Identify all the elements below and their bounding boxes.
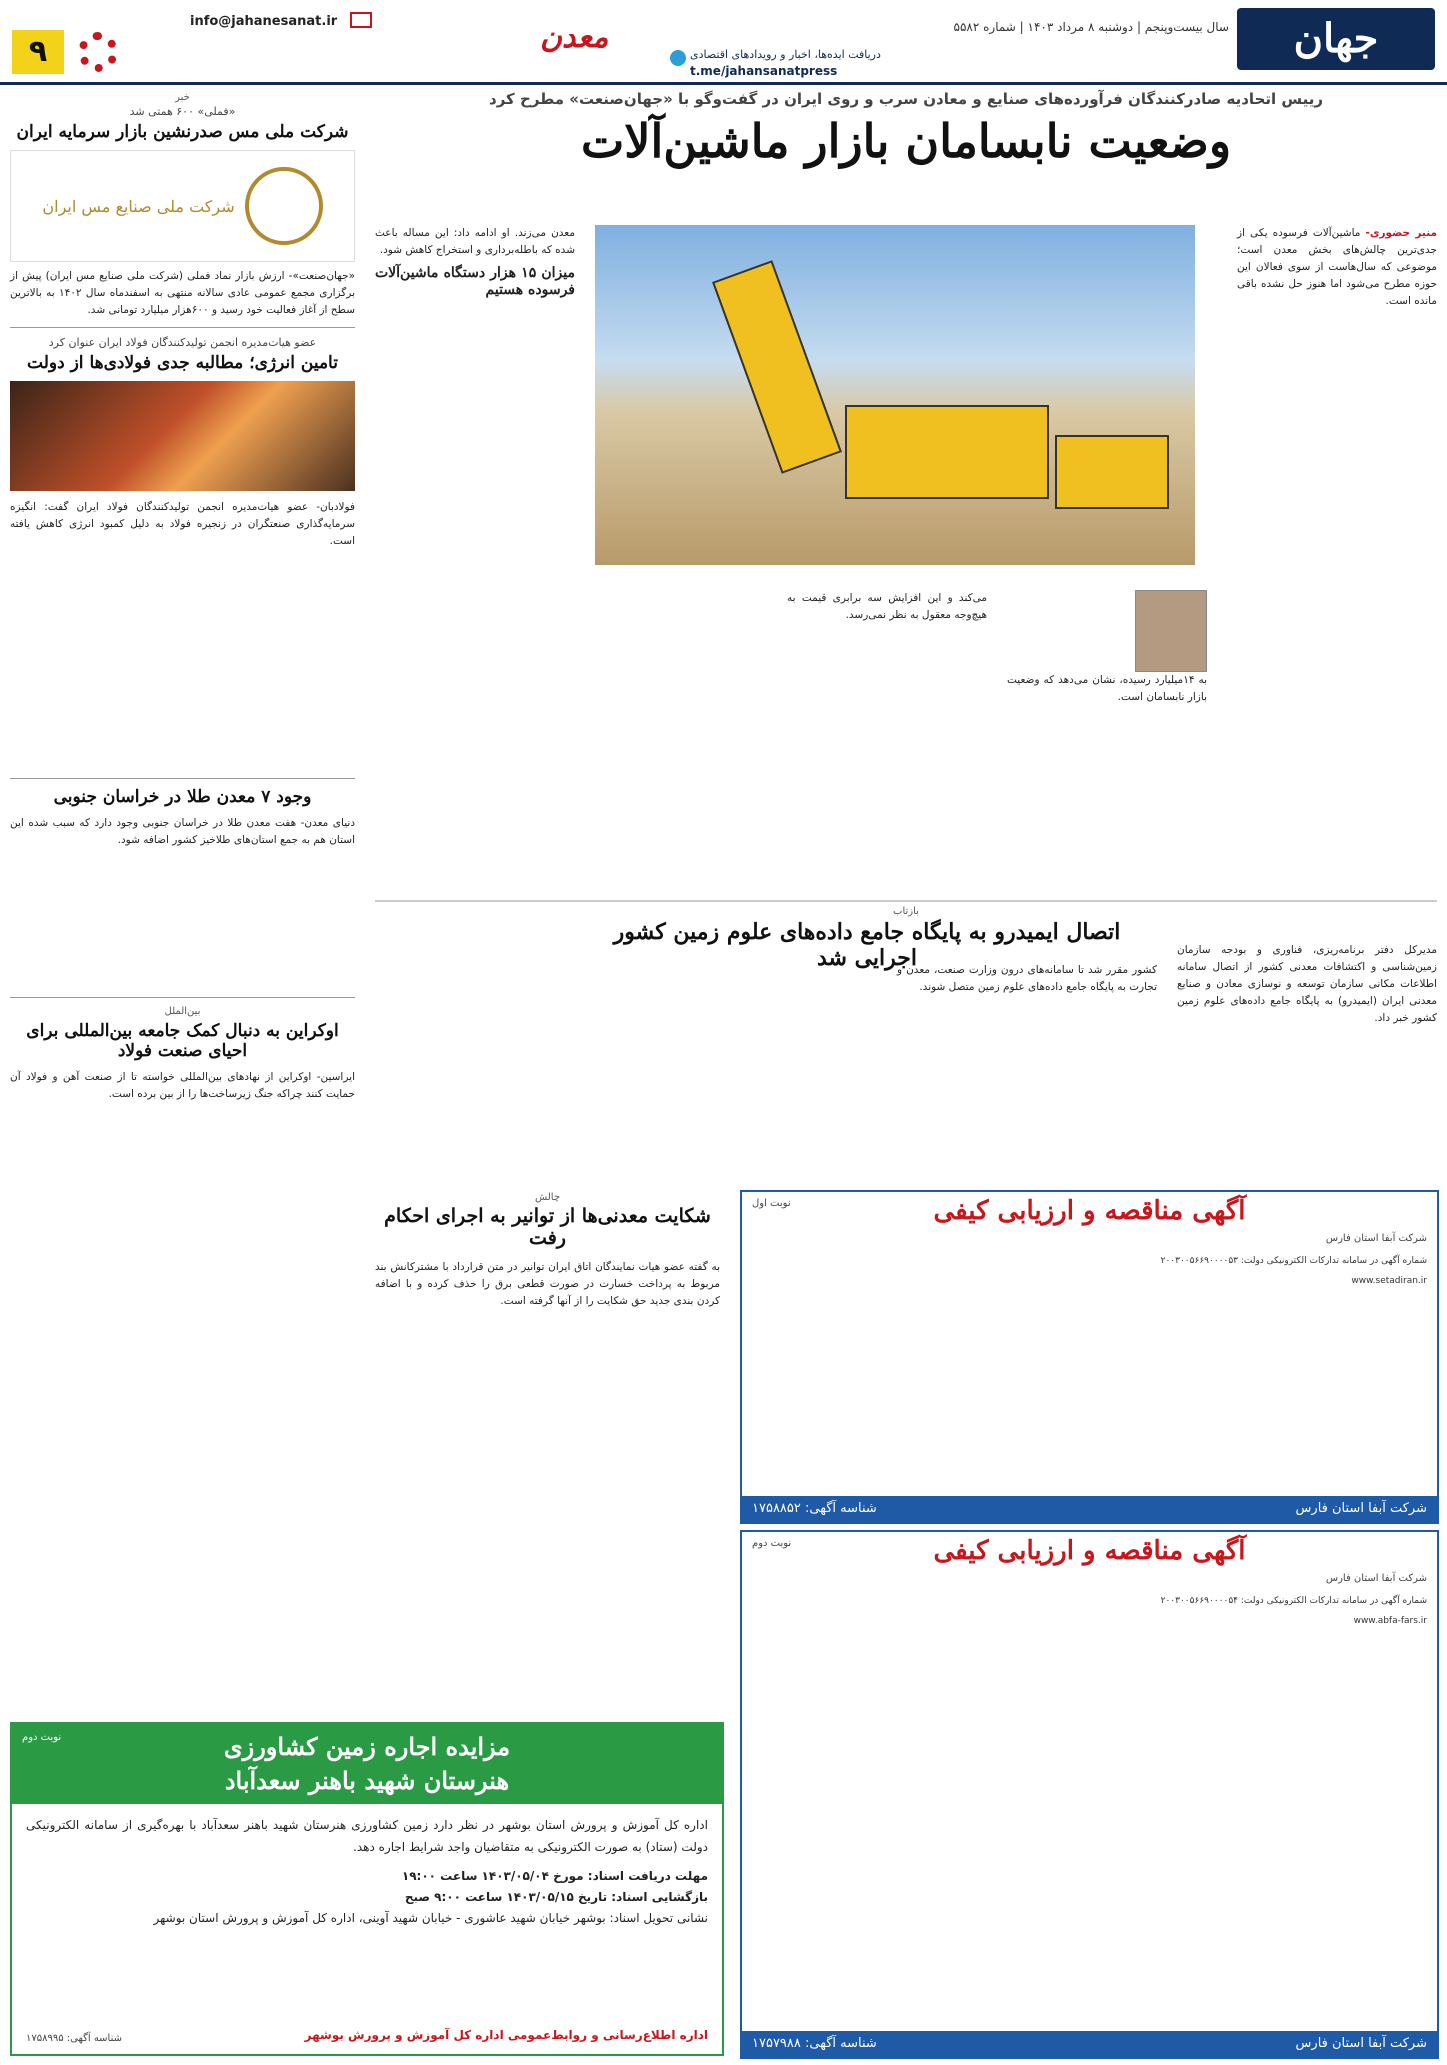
text-filler [10,550,355,770]
gear-icon [78,32,118,72]
main-story [375,90,1437,703]
auction-header [12,1724,722,1804]
story-title: وضعیت نابسامان بازار ماشین‌آلات [580,114,1232,168]
article-body: دنیای معدن- هفت معدن طلا در خراسان جنوبی وجود دارد که سبب شده این استان هم به جمع استان‌های طلاخیز کشور اضافه شود. [10,817,355,846]
story-column-2: معدن می‌زند. او ادامه داد: این مساله باعث شده که باطله‌برداری و استخراج کاهش شود. میزان ۱۵ هزار دستگاه ماشین‌آلات فرسوده هستیم [375,227,575,298]
article-body: ایراسین- اوکراین از نهادهای بین‌المللی خواسته تا از صنعت آهن و فولاد آن حمایت کنند چراکه جنگ زیرساخت‌ها را از بین برده است. [10,1071,355,1100]
article-subtitle: عضو هیات‌مدیره انجمن تولیدکنندگان فولاد ایران عنوان کرد [48,336,317,349]
ad-title: آگهی مناقصه و ارزیابی کیفی [933,1536,1246,1566]
article-body: «جهان‌صنعت»- ارزش بازار نماد فملی (شرکت ملی صنایع مس ایران) پیش از برگزاری مجمع عمومی عادی سالانه منتهی به اسفندماه سال ۱۴۰۲ به بالاترین سطح از آغاز فعالیت خود رسید و ۶۰۰هزار میلیارد تومانی شد. [10,270,356,316]
newspaper-logo: جهان صنعت [1237,8,1435,70]
article-title: وجود ۷ معدن طلا در خراسان جنوبی [53,787,312,807]
issue-info: سال بیست‌وپنجم | دوشنبه ۸ مرداد ۱۴۰۳ | شماره ۵۵۸۲ [953,20,1229,34]
page-number: ۹ [12,30,64,74]
auction-address: نشانی تحویل اسناد: بوشهر خیابان شهید عاشوری - خیابان شهید آوینی، اداره کل آموزش و پرورش استان بوشهر [153,1911,708,1925]
news-body: مدیرکل دفتر برنامه‌ریزی، فناوری و بودجه سازمان زمین‌شناسی و اکتشافات معدنی کشور از اتصال سامانه اطلاعات مکانی سازمان توسعه و نوسازی معادن و صنایع معدنی ایران (ایمیدرو) به پایگاه جامع داده‌های علوم زمین کشور خبر داد. [1177,944,1437,1024]
auction-subtitle: هنرستان شهید باهنر سعدآباد [224,1766,510,1795]
news-row [375,900,1437,1152]
auction-footer: اداره اطلاع‌رسانی و روابط‌عمومی اداره کل آموزش و پرورش بوشهر [304,2028,708,2042]
ad-footer: شرکت آبفا استان فارس شناسه آگهی: ۱۷۵۷۹۸۸ [742,2031,1437,2057]
ad-footer: شرکت آبفا استان فارس شناسه آگهی: ۱۷۵۸۸۵۲ [742,1496,1437,1522]
section-title: معدن [540,20,609,55]
ad-badge: نوبت دوم [752,1538,792,1549]
subheading: میزان ۱۵ هزار دستگاه ماشین‌آلات فرسوده هستیم [375,265,575,298]
ad-title: آگهی مناقصه و ارزیابی کیفی [933,1196,1246,1226]
company-logo [10,150,355,262]
tender-ad-1 [740,1190,1439,1524]
ad-number: شماره آگهی در سامانه تدارکات الکترونیکی دولت: ۲۰۰۳۰۰۵۶۶۹۰۰۰۰۵۳ [1160,1256,1427,1266]
story-column-1: منیر حضوری- ماشین‌آلات فرسوده یکی از جدی‌ترین چالش‌های بخش معدن است؛ موضوعی که سال‌هاست از سوی فعالان این حوزه مطرح می‌شود اما هنوز حل نشده باقی مانده است. [1237,227,1437,307]
article-body: به گفته عضو هیات نمایندگان اتاق ایران توانیر در متن قرارداد با مشترکانش بند مربوط به پرداخت خسارت در صورت قطعی برق را حذف کرده و با اضافه کردن بندی جدید حق شکایت را از آنها گرفته است. [375,1261,720,1307]
excavator-photo [595,225,1195,565]
loader-body [1055,435,1169,509]
tender-ad-2 [740,1530,1439,2059]
ad-org: شرکت آبفا استان فارس [1325,1573,1427,1584]
excavator-arm [712,260,842,474]
excavator-body [845,405,1049,499]
article-body: فولادبان- عضو هیات‌مدیره انجمن تولیدکنندگان فولاد ایران گفت: انگیزه سرمایه‌گذاری صنعتگران در زنجیره فولاد به دلیل کمبود انرژی کاهش یافته است. [10,501,355,547]
story-column-3: به ۱۴میلیارد رسیده، نشان می‌دهد که وضعیت بازار نابسامان است. [1007,590,1207,706]
auction-ad [10,1722,724,2056]
article-title: تامین انرژی؛ مطالبه جدی فولادی‌ها از دولت [27,353,338,373]
article-title: شکایت معدنی‌ها از توانیر به اجرای احکام رفت [384,1205,711,1249]
interviewee-portrait [1135,590,1207,672]
ad-org: شرکت آبفا استان فارس [1325,1233,1427,1244]
left-column [10,90,355,1690]
ad-badge: نوبت دوم [22,1732,62,1743]
story-column-4: می‌کند و این افزایش سه برابری قیمت به هیچ‌وجه معقول به نظر نمی‌رسد. [787,592,987,621]
news-body: کشور مقرر شد تا سامانه‌های درون وزارت صنعت، معدن و تجارت به پایگاه جامع داده‌های علوم زمین متصل شوند. [897,964,1157,993]
divider [10,778,355,779]
divider [10,997,355,998]
ad-site[interactable]: www.abfa-fars.ir [1353,1616,1427,1626]
telegram-caption: دریافت ایده‌ها، اخبار و رویدادهای اقتصادی [690,48,881,61]
emblem-icon [245,167,323,245]
news-tag: بازتاب [893,906,919,917]
news-tag: بین‌الملل [164,1006,201,1017]
auction-intro: اداره کل آموزش و پرورش استان بوشهر در نظر دارد زمین کشاورزی هنرستان شهید باهنر سعدآباد با بهره‌گیری از سامانه الکترونیکی دولت (ستاد) به صورت الکترونیکی به متقاضیان واجد شرایط اجاره دهد. [26,1818,708,1854]
article-title: شرکت ملی مس صدرنشین بازار سرمایه ایران [16,122,349,142]
author-name: منیر حضوری- [1365,227,1437,239]
news-title: اتصال ایمیدرو به پایگاه جامع داده‌های علوم زمین کشور اجرایی شد [613,919,1121,971]
telegram-link[interactable]: t.me/jahansanatpress [690,64,838,78]
email-address[interactable]: info@jahanesanat.ir [190,14,338,29]
divider [10,327,355,328]
auction-deadline: مهلت دریافت اسناد: مورخ ۱۴۰۳/۰۵/۰۴ ساعت ۱۹:۰۰ [401,1869,708,1883]
article-subtitle: «فملی» ۶۰۰ همتی شد [129,105,236,118]
auction-opening: بازگشایی اسناد: تاریخ ۱۴۰۳/۰۵/۱۵ ساعت ۹:۰۰ صبح [404,1890,708,1904]
steel-mill-photo [10,381,355,491]
auction-title: مزایده اجاره زمین کشاورزی [223,1732,511,1761]
news-tag: خبر [175,92,190,103]
telegram-icon [670,50,686,66]
ad-code: شناسه آگهی: ۱۷۵۸۹۹۵ [26,2033,123,2044]
email-icon [350,12,372,28]
article-title: اوکراین به دنبال کمک جامعه بین‌المللی برای احیای صنعت فولاد [26,1021,339,1061]
ad-badge: نوبت اول [752,1198,791,1209]
story-kicker: رییس اتحادیه صادرکنندگان فرآورده‌های صنایع و معادن سرب و روی ایران در گفت‌وگو با «جهان‌صنعت» مطرح کرد [489,90,1323,108]
complaint-article [375,1190,720,1310]
logo-text: شرکت ملی صنایع مس ایران [42,196,235,216]
news-tag: چالش [534,1192,561,1203]
text-filler [10,849,355,989]
ad-site[interactable]: www.setadiran.ir [1351,1276,1427,1286]
ad-number: شماره آگهی در سامانه تدارکات الکترونیکی دولت: ۲۰۰۳۰۰۵۶۶۹۰۰۰۰۵۴ [1160,1596,1427,1606]
